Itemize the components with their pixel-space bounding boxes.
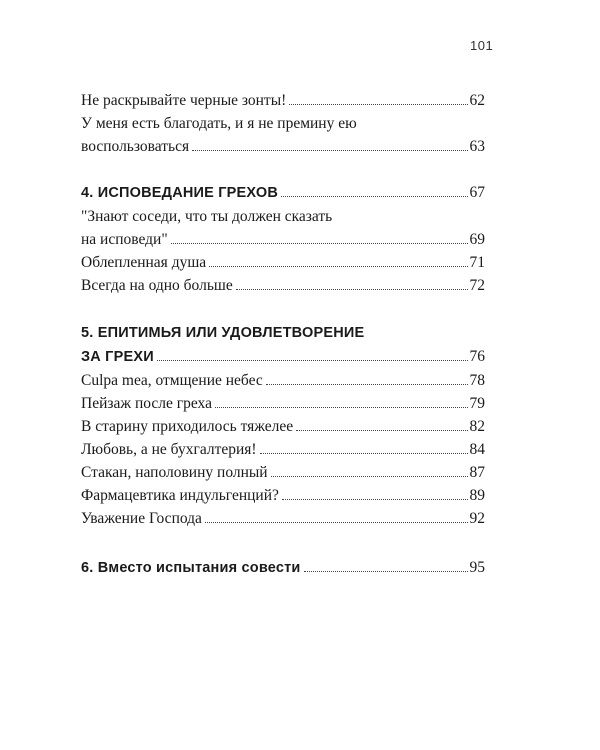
toc-entry[interactable] xyxy=(81,369,485,392)
toc-entry[interactable] xyxy=(81,89,485,112)
dot-leader xyxy=(209,266,467,267)
toc-entry-title: Облепленная душа xyxy=(81,254,207,271)
toc-entry-page: 69 xyxy=(469,231,485,248)
section-heading-page: 67 xyxy=(469,184,485,201)
spacer xyxy=(81,297,485,322)
dot-leader xyxy=(171,243,468,244)
toc-entry[interactable] xyxy=(81,415,485,438)
toc-entry-title: Не раскрывайте черные зонты! xyxy=(81,92,287,109)
toc-entry-page: 87 xyxy=(469,464,485,481)
toc-entry-page: 71 xyxy=(469,254,485,271)
toc-entry-title: Пейзаж после греха xyxy=(81,395,212,412)
toc-entry-page: 92 xyxy=(469,510,485,527)
toc-entry-title: Стакан, наполовину полный xyxy=(81,464,268,481)
toc-entry-title-line1[interactable]: У меня есть благодать, и я не премину ею xyxy=(81,115,357,132)
section-heading-page: 76 xyxy=(469,348,485,365)
toc-entry[interactable] xyxy=(81,274,485,297)
dot-leader xyxy=(236,289,468,290)
toc-entry-title-line1[interactable]: "Знают соседи, что ты должен сказать xyxy=(81,208,333,225)
toc-entry-title-line2: на исповеди" xyxy=(81,231,168,248)
toc-entry-title: Любовь, а не бухгалтерия! xyxy=(81,441,257,458)
section-heading-5[interactable] xyxy=(81,345,485,369)
dot-leader xyxy=(157,360,468,361)
dot-leader xyxy=(266,384,468,385)
toc-entry-title: Всегда на одно больше xyxy=(81,277,233,294)
section-heading-page: 95 xyxy=(469,559,485,576)
toc-entry-page: 79 xyxy=(469,395,485,412)
dot-leader xyxy=(281,196,467,197)
dot-leader xyxy=(289,104,467,105)
toc-entry-title-line2: воспользоваться xyxy=(81,138,190,155)
toc-entry-title: Уважение Господа xyxy=(81,510,202,527)
toc-entry-page: 62 xyxy=(469,92,485,109)
toc-entry-title: Culpa mea, отмщение небес xyxy=(81,372,263,389)
toc-entry-title: В старину приходилось тяжелее xyxy=(81,418,294,435)
table-of-contents xyxy=(81,89,485,580)
dot-leader xyxy=(282,499,468,500)
dot-leader xyxy=(260,453,468,454)
toc-entry-page: 72 xyxy=(469,277,485,294)
section-heading-title-line2: ЗА ГРЕХИ xyxy=(81,349,154,365)
toc-entry-page: 78 xyxy=(469,372,485,389)
toc-entry-page: 63 xyxy=(469,138,485,155)
toc-entry-page: 82 xyxy=(469,418,485,435)
dot-leader xyxy=(271,476,468,477)
dot-leader xyxy=(205,522,468,523)
dot-leader xyxy=(304,571,468,572)
toc-entry-page: 89 xyxy=(469,487,485,504)
page-number: 101 xyxy=(470,38,494,53)
toc-entry[interactable] xyxy=(81,392,485,415)
toc-entry-title: Фармацевтика индульгенций? xyxy=(81,487,279,504)
toc-entry[interactable] xyxy=(81,438,485,461)
dot-leader xyxy=(215,407,468,408)
section-heading-title: 4. ИСПОВЕДАНИЕ ГРЕХОВ xyxy=(81,185,279,201)
toc-entry[interactable] xyxy=(81,507,485,530)
toc-entry[interactable] xyxy=(81,484,485,507)
section-heading-6[interactable] xyxy=(81,556,485,580)
toc-entry-page: 84 xyxy=(469,441,485,458)
section-heading-5-line1[interactable]: 5. ЕПИТИМЬЯ ИЛИ УДОВЛЕТВОРЕНИЕ xyxy=(81,325,365,341)
dot-leader xyxy=(192,150,467,151)
toc-entry[interactable] xyxy=(81,135,485,158)
spacer xyxy=(81,158,485,181)
toc-entry[interactable] xyxy=(81,228,485,251)
toc-entry[interactable] xyxy=(81,251,485,274)
section-heading-4[interactable] xyxy=(81,181,485,205)
dot-leader xyxy=(296,430,467,431)
spacer xyxy=(81,530,485,556)
section-heading-title: 6. Вместо испытания совести xyxy=(81,560,301,576)
toc-entry[interactable] xyxy=(81,461,485,484)
